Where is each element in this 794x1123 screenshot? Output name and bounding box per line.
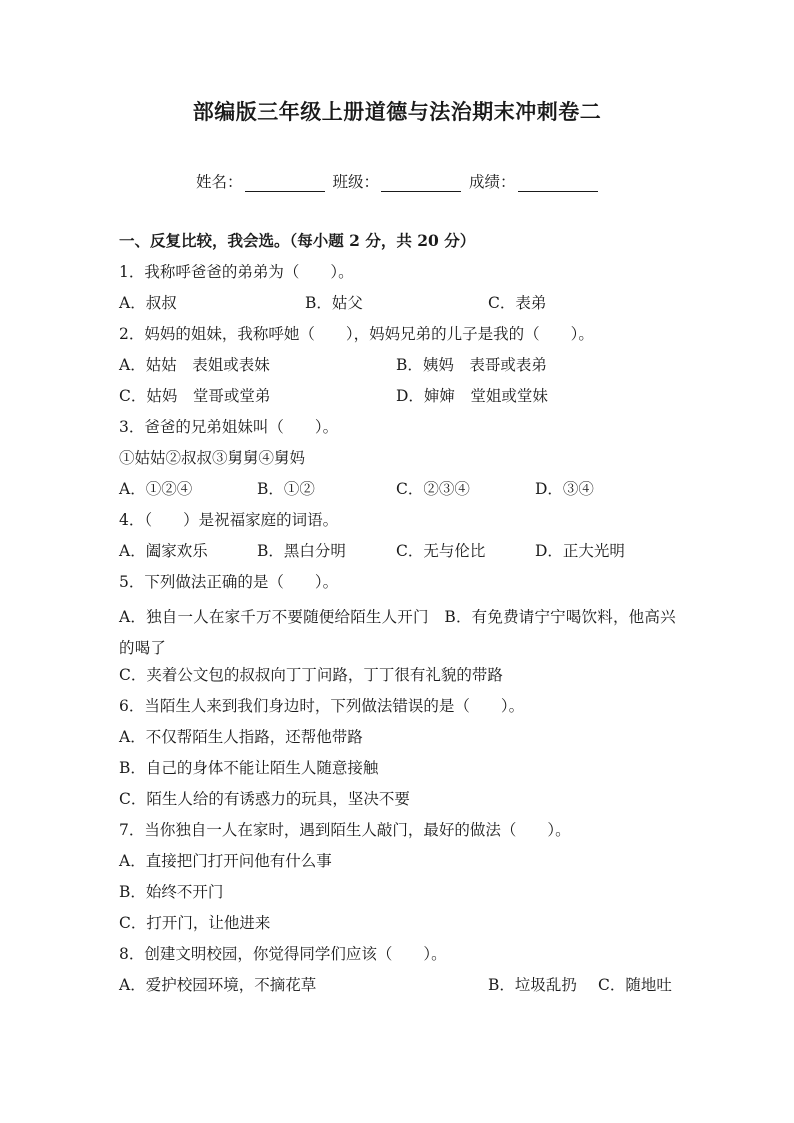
score-field	[469, 170, 598, 192]
question-4-options	[119, 540, 679, 571]
q3-option-b[interactable]: B．①②	[257, 480, 315, 498]
name-blank[interactable]	[245, 175, 325, 192]
question-2-options-row2	[119, 385, 679, 416]
q5-options-ab[interactable]: A．独自一人在家千万不要随便给陌生人开门 B．有免费请宁宁喝饮料，他高兴的喝了	[119, 608, 676, 657]
q4-option-b[interactable]: B．黑白分明	[257, 542, 346, 560]
q6-option-b[interactable]: B．自己的身体不能让陌生人随意接触	[119, 759, 379, 777]
question-1-stem: 1．我称呼爸爸的弟弟为（ ）。	[119, 263, 354, 281]
q3-option-a[interactable]: A．①②④	[119, 480, 193, 498]
question-1-options	[119, 292, 679, 323]
exam-content	[119, 230, 679, 1005]
q5-option-c[interactable]: C．夹着公文包的叔叔向丁丁问路，丁丁很有礼貌的带路	[119, 666, 503, 684]
q2-option-a[interactable]: A．姑姑 表姐或表妹	[119, 356, 270, 374]
question-8-stem: 8．创建文明校园，你觉得同学们应该（ ）。	[119, 945, 447, 963]
q1-option-c[interactable]: C．表弟	[488, 294, 547, 312]
section-heading: 一、反复比较，我会选。（每小题 2 分，共 20 分）	[119, 231, 476, 250]
q2-option-b[interactable]: B．姨妈 表哥或表弟	[396, 356, 547, 374]
page-title: 部编版三年级上册道德与法治期末冲刺卷二	[192, 99, 602, 124]
q4-option-d[interactable]: D．正大光明	[535, 542, 625, 560]
q7-option-a[interactable]: A．直接把门打开问他有什么事	[119, 852, 332, 870]
class-label: 班级：	[332, 173, 380, 191]
q4-option-a[interactable]: A．阖家欢乐	[119, 542, 208, 560]
q4-option-c[interactable]: C．无与伦比	[396, 542, 486, 560]
q2-option-d[interactable]: D．婶婶 堂姐或堂妹	[396, 387, 548, 405]
question-2-stem: 2．妈妈的姐妹，我称呼她（ ），妈妈兄弟的儿子是我的（ ）。	[119, 325, 594, 343]
student-info-row	[196, 170, 606, 192]
class-field	[333, 170, 462, 192]
score-blank[interactable]	[518, 175, 598, 192]
q8-option-c[interactable]: C．随地吐	[598, 976, 672, 994]
class-blank[interactable]	[381, 175, 461, 192]
q1-option-a[interactable]: A．叔叔	[119, 294, 177, 312]
question-2-options-row1	[119, 354, 679, 385]
q8-option-b[interactable]: B．垃圾乱扔	[488, 976, 577, 994]
q6-option-a[interactable]: A．不仅帮陌生人指路，还帮他带路	[119, 728, 363, 746]
name-label: 姓名：	[196, 173, 243, 191]
q3-option-c[interactable]: C．②③④	[396, 480, 470, 498]
q6-option-c[interactable]: C．陌生人给的有诱惑力的玩具，坚决不要	[119, 790, 410, 808]
q8-option-a[interactable]: A．爱护校园环境，不摘花草	[119, 976, 317, 994]
question-6-stem: 6．当陌生人来到我们身边时，下列做法错误的是（ ）。	[119, 697, 525, 715]
question-8-options	[119, 974, 679, 1005]
question-3-items: ①姑姑②叔叔③舅舅④舅妈	[119, 449, 306, 467]
question-4-stem: 4．（ ）是祝福家庭的词语。	[119, 511, 339, 529]
question-3-stem: 3．爸爸的兄弟姐妹叫（ ）。	[119, 418, 339, 436]
q1-option-b[interactable]: B．姑父	[305, 294, 363, 312]
q2-option-c[interactable]: C．姑妈 堂哥或堂弟	[119, 387, 271, 405]
name-field	[196, 170, 325, 192]
question-3-options	[119, 478, 679, 509]
q7-option-b[interactable]: B．始终不开门	[119, 883, 224, 901]
q7-option-c[interactable]: C．打开门，让他进来	[119, 914, 271, 932]
question-5-stem: 5．下列做法正确的是（ ）。	[119, 573, 339, 591]
score-label: 成绩：	[469, 173, 516, 191]
q3-option-d[interactable]: D．③④	[535, 480, 594, 498]
question-7-stem: 7．当你独自一人在家时，遇到陌生人敲门，最好的做法（ ）。	[119, 821, 571, 839]
